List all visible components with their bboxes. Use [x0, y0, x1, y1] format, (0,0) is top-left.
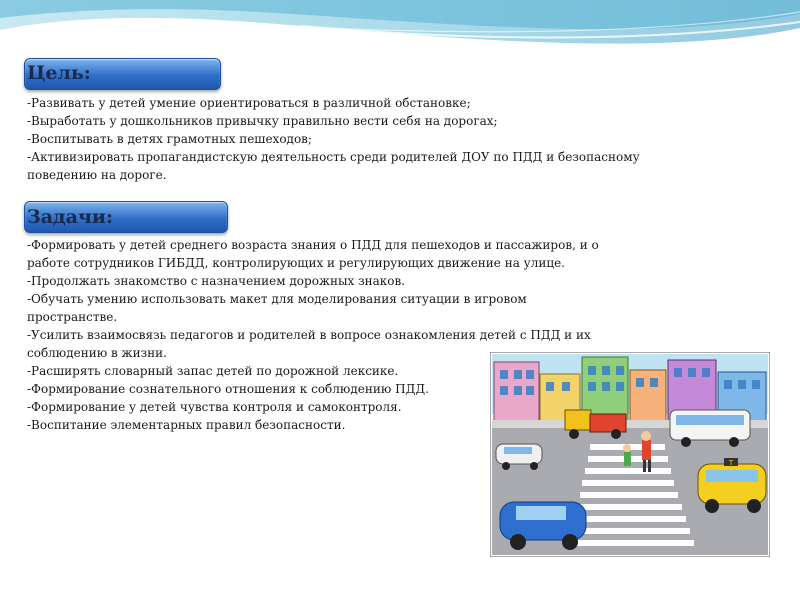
tasks-line-3: -Продолжать знакомство с назначением дорожных знаков. [27, 274, 406, 288]
goal-title: Цель: [27, 62, 91, 84]
city-street-crosswalk-icon [490, 352, 770, 557]
tasks-line-5: пространстве. [27, 310, 118, 324]
tasks-line-10: -Формирование у детей чувства контроля и самоконтроля. [27, 400, 402, 414]
goal-line-2: -Выработать у дошкольников привычку правильно вести себя на дорогах; [27, 114, 498, 128]
tasks-title: Задачи: [27, 206, 114, 228]
tasks-line-7: соблюдению в жизни. [27, 346, 167, 360]
goal-line-5: поведению на дороге. [27, 168, 167, 182]
tasks-line-9: -Формирование сознательного отношения к соблюдению ПДД. [27, 382, 429, 396]
goal-line-4: -Активизировать пропагандистскую деятельность среди родителей ДОУ по ПДД и безопасному [27, 150, 640, 164]
tasks-line-11: -Воспитание элементарных правил безопасности. [27, 418, 346, 432]
tasks-line-8: -Расширять словарный запас детей по дорожной лексике. [27, 364, 399, 378]
goal-line-3: -Воспитывать в детях грамотных пешеходов; [27, 132, 312, 146]
tasks-line-1: -Формировать у детей среднего возраста знания о ПДД для пешеходов и пассажиров, и о [27, 238, 599, 252]
tasks-line-6: -Усилить взаимосвязь педагогов и родителей в вопросе ознакомления детей с ПДД и их [27, 328, 591, 342]
tasks-line-2: работе сотрудников ГИБДД, контролирующих и регулирующих движение на улице. [27, 256, 565, 270]
tasks-line-4: -Обучать умению использовать макет для моделирования ситуации в игровом [27, 292, 527, 306]
taxi-sign: T [728, 459, 734, 467]
goal-line-1: -Развивать у детей умение ориентироваться в различной обстановке; [27, 96, 471, 110]
